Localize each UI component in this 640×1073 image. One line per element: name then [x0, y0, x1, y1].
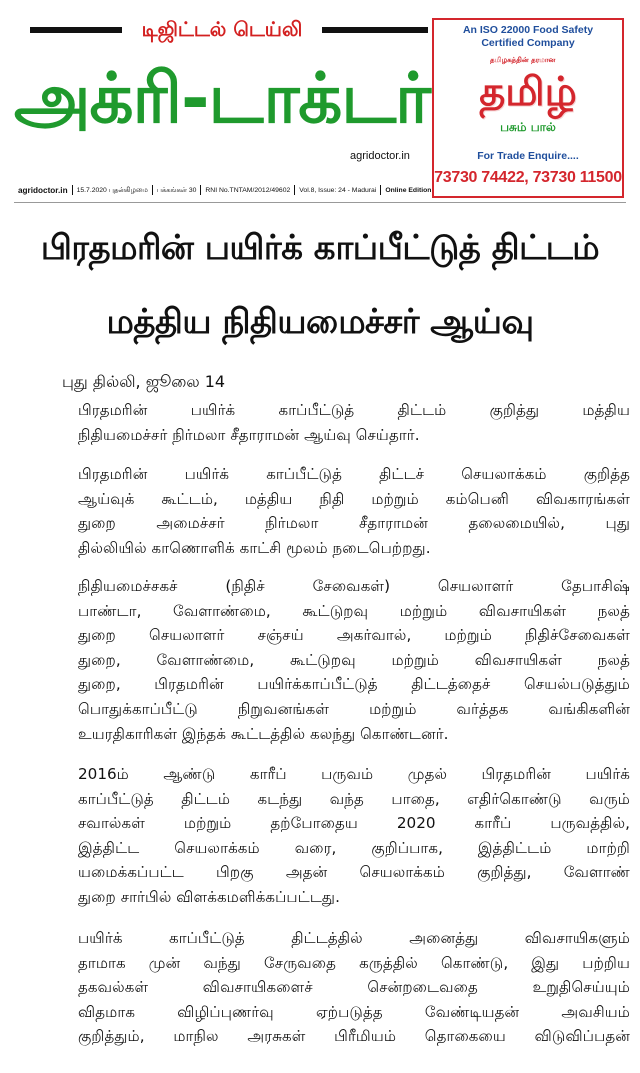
paragraph-line: சவால்கள் மற்றும் தற்போதைய 2020 காரீப் பருவத்தில், [78, 814, 630, 833]
meta-pages: பக்கங்கள் 30 [156, 186, 197, 194]
paragraph-line: பொதுக்காப்பீட்டு நிறுவனங்கள் மற்றும் வர்த்தக வங்கிகளின் [78, 699, 630, 718]
paragraph-line: யமைக்கப்பட்ட பிறகு அதன் செயலாக்கம் குறித்து, வேளாண் [78, 863, 630, 882]
paragraph-line: துறை, பிரதமரின் பயிர்க்காப்பீட்டுத் திட்டத்தைச் செயல்படுத்தும் [78, 675, 630, 694]
tagline-row [20, 18, 428, 48]
paragraph-line: காப்பீட்டுத் திட்டம் கடந்து வந்த பாதை, எதிர்கொண்டு வரும் [78, 789, 630, 808]
paragraph-line: நிதியமைச்சகச் (நிதிச் சேவைகள்) செயலாளர் தேபாசிஷ் [78, 577, 630, 595]
meta-site: agridoctor.in [18, 185, 68, 195]
tagline: டிஜிட்டல் டெய்லி [141, 17, 303, 41]
ad-trade-enquiry: For Trade Enquire.... [477, 150, 579, 162]
article-paragraph-4 [78, 762, 630, 910]
tagline-rule-left [30, 27, 122, 33]
paragraph-line: விதமாக விழிப்புணர்வு ஏற்படுத்த வேண்டியதன் அவசியம் [78, 1002, 630, 1021]
newspaper-logo: அக்ரி-டாக்டர் [14, 59, 430, 139]
paragraph-line: குறித்தும், மாநில அரசுகள் பிரீமியம் தொகையை விடுவிப்பதன் [78, 1027, 630, 1046]
paragraph-line: துறை சார்பில் விளக்கமளிக்கப்பட்டது. [78, 887, 340, 906]
meta-date: 15.7.2020 புதன்கிழமை [76, 186, 148, 194]
masthead [0, 0, 640, 205]
paragraph-line: பயிர்க் காப்பீட்டுத் திட்டத்தில் அனைத்து விவசாயிகளும் [78, 929, 630, 947]
ad-brand-logo: தமிழ் [479, 69, 577, 115]
paragraph-line: பிரதமரின் பயிர்க் காப்பீட்டுத் திட்டம் குறித்து மத்திய [78, 401, 630, 419]
paragraph-line: துறை செயலாளர் சஞ்சய் அகர்வால், மற்றும் நிதிச்சேவைகள் [78, 626, 630, 645]
ad-phone-numbers: 73730 74422, 73730 11500 [434, 169, 622, 186]
paragraph-line: துறை அமைச்சர் நிர்மலா சீதாராமன் தலைமையில், புது [78, 514, 630, 533]
paragraph-line: உயரதிகாரிகள் இந்தக் கூட்டத்தில் கலந்து கொண்டனர். [78, 724, 449, 743]
advertisement-box [432, 18, 624, 198]
ad-iso-line1: An ISO 22000 Food Safety [462, 24, 594, 36]
article-paragraph-5 [78, 926, 630, 1049]
article-paragraph-1 [78, 398, 630, 447]
paragraph-line: துறை, வேளாண்மை, கூட்டுறவு மற்றும் விவசாயிகள் நலத் [78, 650, 630, 669]
meta-edition: Online Edition [385, 186, 432, 194]
meta-issue: Vol.8, Issue: 24 - Madurai [299, 186, 377, 194]
tagline-rule-right [322, 27, 428, 33]
paragraph-line: ஆய்வுக் கூட்டம், மத்திய நிதி மற்றும் கம்பெனி விவகாரங்கள் [78, 489, 630, 508]
paragraph-line: தகவல்கள் விவசாயிகளைச் சென்றடைவதை உறுதிசெய்யும் [78, 978, 630, 997]
paragraph-line: பிரதமரின் பயிர்க் காப்பீட்டுத் திட்டச் செயலாக்கம் குறித்த [78, 465, 630, 483]
article-paragraph-2 [78, 462, 630, 560]
paragraph-line: தில்லியில் காணொளிக் காட்சி மூலம் நடைபெற்றது. [78, 538, 431, 557]
paragraph-line: 2016ம் ஆண்டு காரீப் பருவம் முதல் பிரதமரின் பயிர்க் [78, 765, 630, 783]
meta-rni: RNI No.TNTAM/2012/49602 [205, 186, 291, 194]
paragraph-line: நிதியமைச்சர் நிர்மலா சீதாராமன் ஆய்வு செய்தார். [78, 425, 420, 444]
article-paragraph-3 [78, 574, 630, 746]
meta-divider [294, 185, 295, 195]
article-headline [12, 222, 628, 348]
meta-divider [152, 185, 153, 195]
ad-iso-line2: Certified Company [481, 37, 575, 49]
issue-meta-bar [18, 180, 432, 200]
logo-url: agridoctor.in [350, 150, 410, 162]
paragraph-line: இத்திட்ட செயலாக்கம் வரை, குறிப்பாக, இத்திட்டம் மாற்றி [78, 838, 630, 857]
meta-divider [380, 185, 381, 195]
ad-iso-text [434, 24, 622, 50]
headline-line-1: பிரதமரின் பயிர்க் காப்பீட்டுத் திட்டம் [40, 228, 600, 268]
headline-line-2: மத்திய நிதியமைச்சர் ஆய்வு [106, 302, 534, 342]
ad-brand-subtitle: பசும் பால் [500, 120, 556, 134]
meta-divider [200, 185, 201, 195]
article-dateline: புது தில்லி, ஜூலை 14 [62, 372, 226, 391]
meta-divider [72, 185, 73, 195]
masthead-divider [14, 202, 626, 203]
ad-arc-text: தமிழகத்தின் தரமான [490, 56, 556, 64]
paragraph-line: தாமாக முன் வந்து சேருவதை கருத்தில் கொண்டு, இது பற்றிய [78, 953, 630, 972]
paragraph-line: பாண்டா, வேளாண்மை, கூட்டுறவு மற்றும் விவசாயிகள் நலத் [78, 601, 630, 620]
